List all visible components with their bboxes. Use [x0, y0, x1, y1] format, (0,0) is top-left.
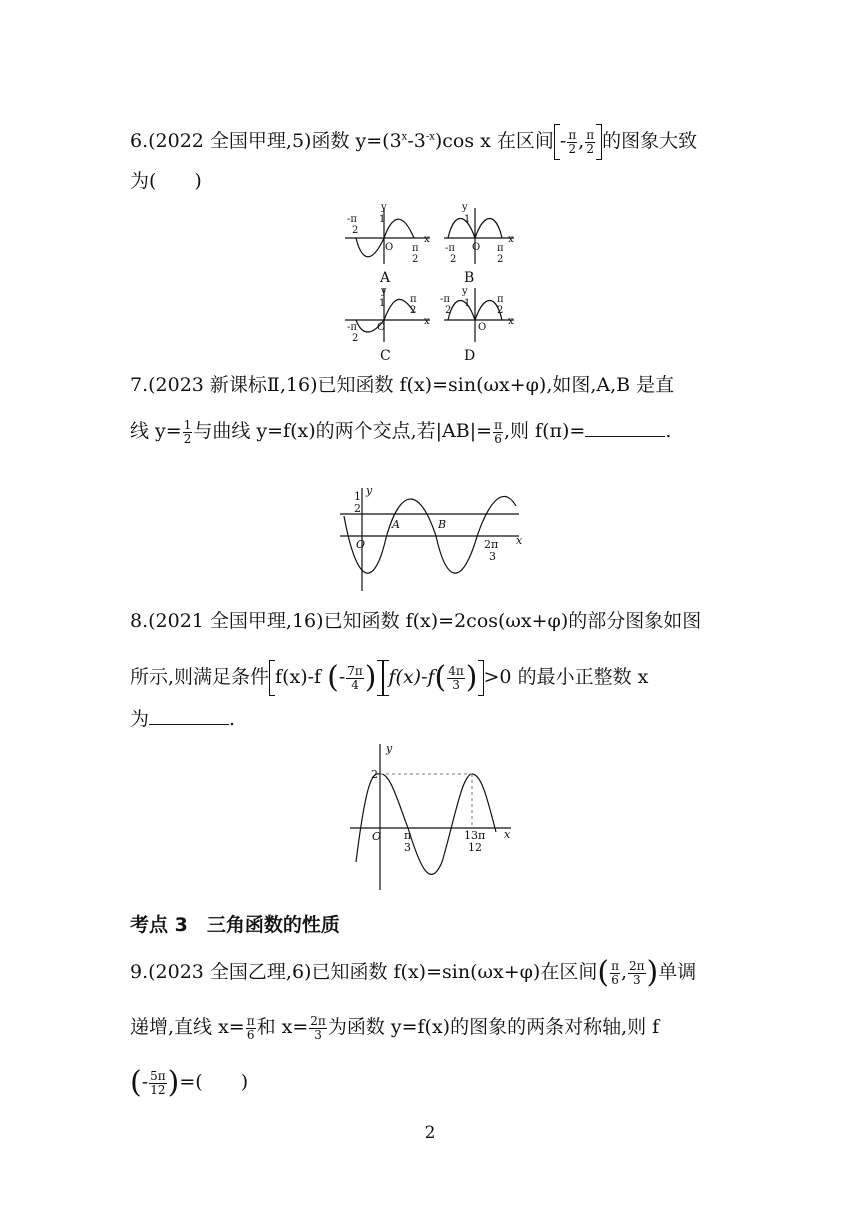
q8-line3 — [130, 706, 235, 732]
choice-d: D — [464, 348, 476, 362]
q8-text-f: . — [229, 708, 236, 730]
q8-fig-label: 2 — [371, 768, 378, 781]
q7-fig-label: 3 — [489, 550, 496, 563]
q9-text-a: 9.(2023 全国乙理,6)已知函数 f(x)=sin(ωx+φ)在区间 — [130, 961, 598, 983]
fraction: $\frac{2\pi}{3}$ — [629, 958, 645, 987]
q6-fig-label: π — [497, 294, 504, 305]
q6-text-c: )cos x 在区间 — [434, 130, 554, 152]
q7-fig-label: 2π — [484, 538, 499, 551]
q6-text-b: -3 — [407, 130, 426, 152]
q6-fig-label: x — [424, 234, 430, 245]
q6-fig-label: y — [381, 202, 387, 213]
fraction: $\frac{5\pi}{12}$ — [150, 1068, 166, 1097]
q6-fig-label: 1 — [379, 214, 386, 225]
q9-text-f: =( ) — [179, 1071, 249, 1093]
answer-blank — [149, 706, 229, 725]
q7-fig-label: O — [356, 538, 366, 551]
q8-text-d: >0 的最小正整数 x — [483, 666, 649, 688]
q8-line1: 8.(2021 全国甲理,16)已知函数 f(x)=2cos(ωx+φ)的部分图象如图 — [130, 610, 702, 632]
fraction: $\frac{\pi}{6}$ — [246, 1013, 255, 1042]
q8-fig-label: π — [404, 829, 412, 842]
q6-fig-label: 2 — [497, 305, 504, 316]
q7-line2 — [130, 418, 671, 446]
q7-text-d: . — [665, 420, 672, 442]
q6-fig-label: 2 — [352, 225, 359, 236]
q6-fig-label: 1 — [379, 298, 386, 309]
q6-sup1: x — [401, 131, 408, 143]
fraction: $\frac{\pi}{6}$ — [611, 958, 619, 987]
page-number: 2 — [424, 1123, 436, 1143]
q6-fig-label: -π — [445, 243, 455, 254]
q6-fig-label: x — [508, 234, 514, 245]
paren: ) — [364, 660, 377, 695]
q9-text-b: 单调 — [658, 961, 697, 983]
q9-line2 — [130, 1014, 659, 1042]
q6-neg: - — [559, 130, 567, 152]
section-heading — [130, 910, 340, 937]
q9-text-e: 为函数 y=f(x)的图象的两条对称轴,则 f — [327, 1016, 660, 1038]
q8-fig-label: x — [504, 828, 511, 841]
q6-fig-label: π — [410, 294, 417, 305]
q6-fig-label: O — [377, 322, 386, 333]
q7-fig-label: 2 — [354, 502, 361, 515]
q8-text-b: f(x)-f — [275, 666, 328, 688]
q6-fig-label: O — [385, 242, 394, 253]
q6-fig-label: y — [462, 286, 468, 297]
q8-fig-label: O — [372, 830, 382, 843]
q7-fig-label: A — [392, 518, 400, 531]
answer-blank — [585, 418, 665, 437]
q7-text-c: ,则 f(π)= — [503, 420, 586, 442]
q8-fig-label: y — [386, 742, 393, 755]
q9-text-c: 递增,直线 x= — [130, 1016, 245, 1038]
q7-fig-label: x — [516, 534, 523, 547]
fraction: $\frac{\pi}{6}$ — [494, 417, 502, 446]
q6-fig-label: 2 — [410, 305, 417, 316]
q6-fig-label: 2 — [450, 254, 457, 265]
q7-fig-label: y — [366, 486, 373, 497]
q8-text-c: f(x)-f — [388, 666, 435, 688]
q7-figure — [334, 486, 534, 596]
q6-figure — [342, 202, 542, 362]
q6-fig-label: 2 — [497, 254, 504, 265]
fraction: $\frac{7\pi}{4}$ — [347, 663, 363, 692]
q8-text-e: 为 — [130, 708, 150, 730]
choice-b: B — [464, 270, 475, 286]
q6-fig-label: O — [472, 242, 481, 253]
q9-line3: (- $\frac{5\pi}{12}$ )=( ) — [130, 1065, 249, 1100]
paren: ( — [327, 660, 339, 695]
q6-fig-label: -π — [440, 294, 450, 305]
q6-fig-label: 2 — [412, 254, 419, 265]
q6-fig-label: 1 — [464, 214, 471, 225]
q6-line1 — [130, 124, 697, 160]
q8-fig-label: 12 — [468, 841, 482, 854]
q7-text-b: 与曲线 y=f(x)的两个交点,若|AB|= — [193, 420, 493, 442]
q8-figure — [346, 742, 516, 892]
section-title: 三角函数的性质 — [206, 914, 340, 936]
choice-c: C — [380, 348, 391, 362]
paren: ) — [465, 660, 478, 695]
q9-text-d: 和 x= — [256, 1016, 309, 1038]
fraction: $\frac{\pi}{2}$ — [586, 127, 595, 156]
q8-text-a: 所示,则满足条件 — [130, 666, 270, 688]
q6-text-a: 6.(2022 全国甲理,5)函数 y=(3 — [130, 130, 402, 152]
q6-fig-label: -π — [347, 322, 357, 333]
q7-line1: 7.(2023 新课标Ⅱ,16)已知函数 f(x)=sin(ωx+φ),如图,A,B 是直 — [130, 374, 675, 396]
q8-line2: 所示,则满足条件 f(x)-f (- $\frac{7\pi}{4}$ ) f(x)-f( $\frac{4\pi}{3}$ ) >0 的最小正整数 x — [130, 660, 649, 695]
fraction: $\frac{2\pi}{3}$ — [310, 1013, 326, 1042]
q6-fig-label: π — [412, 243, 419, 254]
choice-a: A — [380, 270, 391, 286]
paren: ) — [646, 955, 659, 990]
q6-fig-label: 2 — [352, 333, 359, 344]
paren: ( — [597, 955, 610, 990]
q6-text-d: 的图象大致 — [602, 130, 698, 152]
q9-line1: 9.(2023 全国乙理,6)已知函数 f(x)=sin(ωx+φ)在区间( $\frac{\pi}{6}$ , $\frac{2\pi}{3}$ )单调 — [130, 955, 697, 990]
q6-fig-label: x — [508, 316, 514, 327]
q6-fig-label: y — [381, 286, 387, 297]
q6-fig-label: π — [497, 243, 504, 254]
fraction: $\frac{4\pi}{3}$ — [448, 663, 464, 692]
q6-sup2: -x — [425, 131, 435, 143]
fraction: $\frac{\pi}{2}$ — [568, 127, 577, 156]
section-label: 考点 3 — [130, 914, 188, 936]
q6-fig-label: y — [462, 202, 468, 213]
fraction: $\frac{1}{2}$ — [183, 417, 192, 446]
q7-fig-label: 1 — [354, 490, 361, 503]
paren: ) — [167, 1065, 180, 1100]
q8-fig-label: 3 — [404, 841, 411, 854]
q6-fig-label: O — [478, 322, 487, 333]
paren: ( — [130, 1065, 142, 1100]
q8-fig-label: 13π — [464, 829, 486, 842]
paren: ( — [434, 660, 447, 695]
q7-fig-label: B — [438, 518, 447, 531]
q6-line2: 为( ) — [130, 170, 202, 192]
q7-text-a: 线 y= — [130, 420, 182, 442]
q6-fig-label: x — [424, 316, 430, 327]
q6-fig-label: -π — [347, 214, 357, 225]
q6-fig-label: 1 — [464, 298, 471, 309]
q6-fig-label: 2 — [445, 305, 452, 316]
comma: , — [578, 130, 585, 152]
